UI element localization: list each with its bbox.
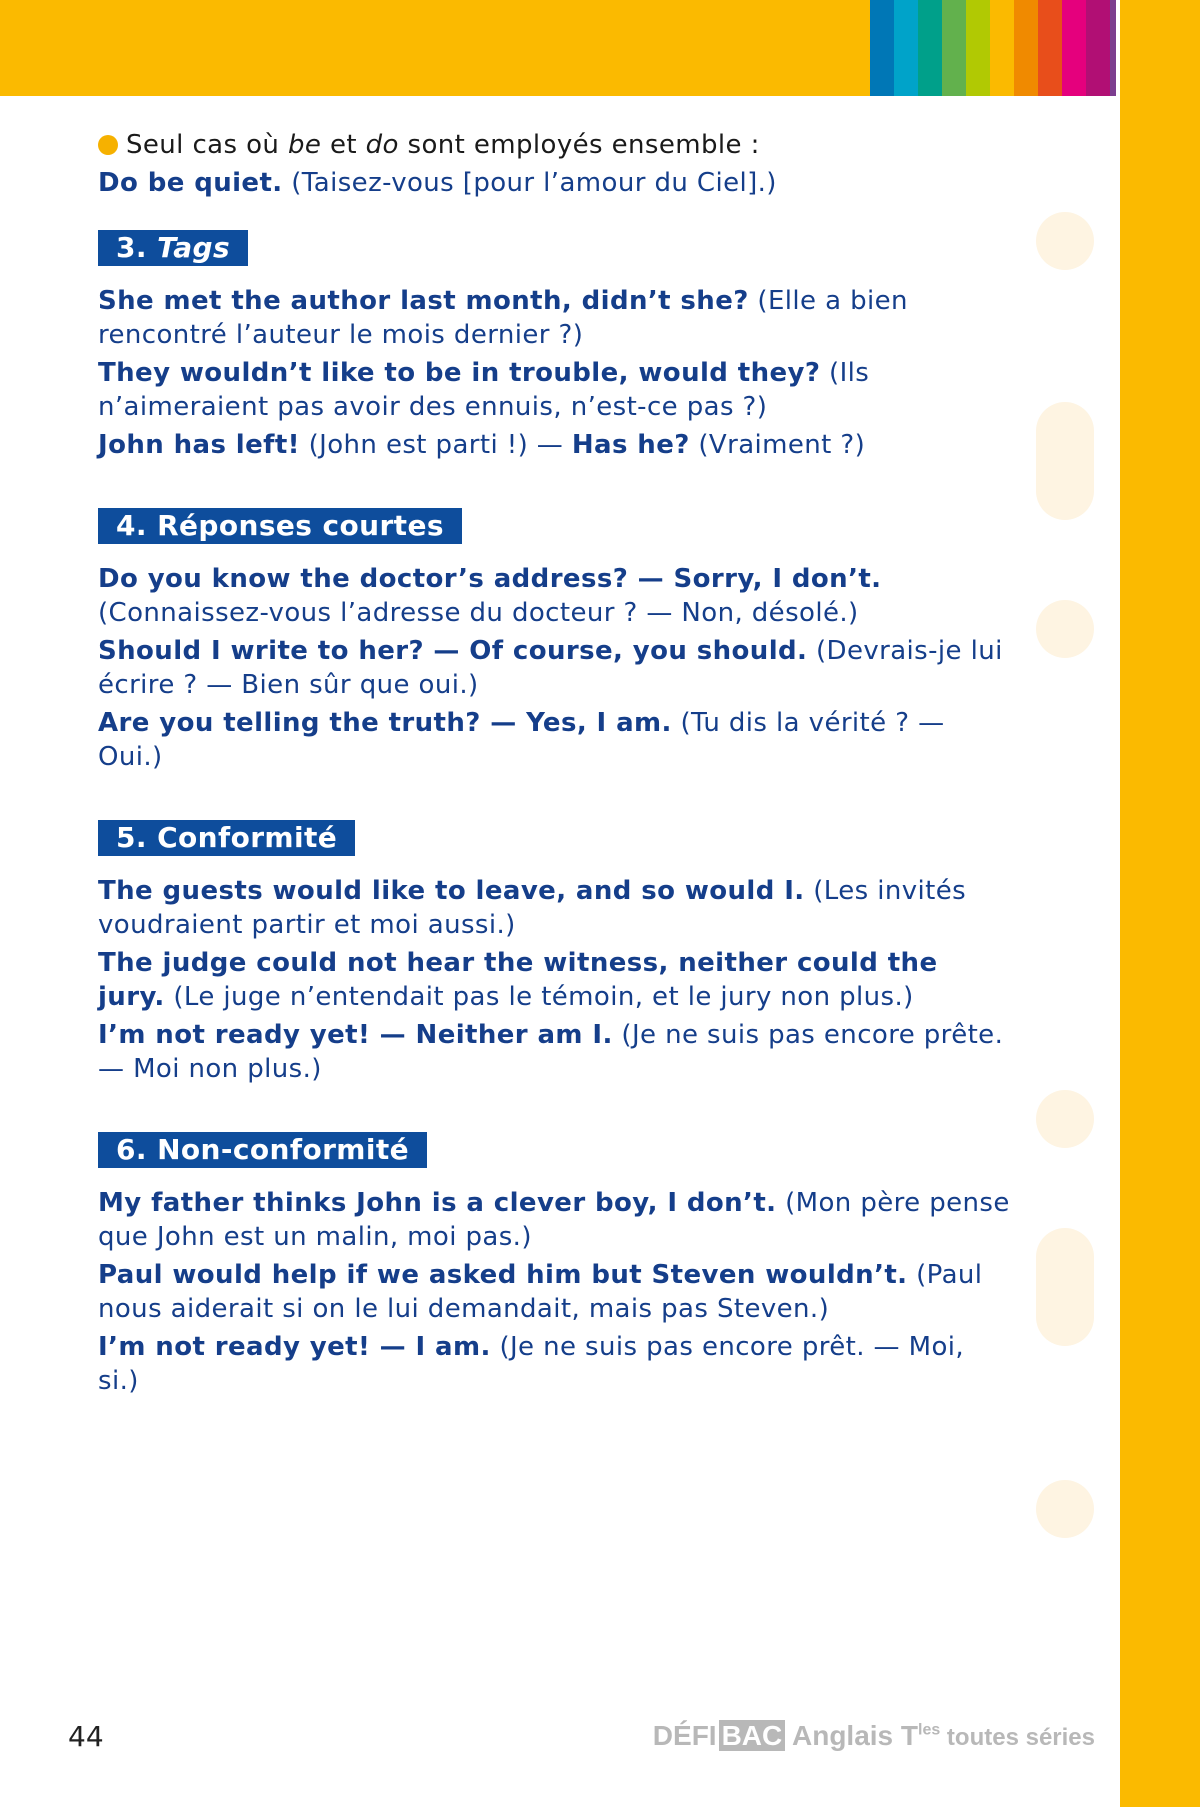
stripe bbox=[1038, 0, 1062, 96]
section-tags bbox=[98, 230, 1013, 462]
stripe bbox=[966, 0, 990, 96]
example-item bbox=[98, 428, 1013, 462]
example-item bbox=[98, 706, 1013, 774]
brand-bac: BAC bbox=[719, 1720, 786, 1751]
example-french: (Ils n’aimeraient pas avoir des ennuis, n’est-ce pas ?) bbox=[98, 358, 870, 422]
example-french: (Elle a bien rencontré l’auteur le mois dernier ?) bbox=[98, 286, 908, 350]
section-heading: 6. Non-conformité bbox=[98, 1132, 427, 1168]
example-english: Do be quiet. bbox=[98, 168, 283, 198]
example-item bbox=[98, 946, 1013, 1014]
stripe bbox=[942, 0, 966, 96]
example-english: Paul would help if we asked him but Steven wouldn’t. bbox=[98, 1260, 908, 1290]
page-tab bbox=[1036, 212, 1094, 270]
stripe bbox=[918, 0, 942, 96]
example-french: (Je ne suis pas encore prêt. — Moi, si.) bbox=[98, 1332, 965, 1396]
example-english: Are you telling the truth? — Yes, I am. bbox=[98, 708, 672, 738]
section-heading: 4. Réponses courtes bbox=[98, 508, 462, 544]
example-english: She met the author last month, didn’t she? bbox=[98, 286, 749, 316]
example-item bbox=[98, 1258, 1013, 1326]
intro-rule bbox=[98, 128, 1013, 162]
example-english: They wouldn’t like to be in trouble, would they? bbox=[98, 358, 821, 388]
example-french: (Tu dis la vérité ? — Oui.) bbox=[98, 708, 945, 772]
page-number: 44 bbox=[68, 1720, 104, 1753]
intro-example bbox=[98, 166, 1013, 200]
example-item bbox=[98, 874, 1013, 942]
intro-text: sont employés ensemble : bbox=[398, 130, 760, 160]
page-tab bbox=[1036, 1228, 1094, 1346]
color-stripes bbox=[870, 0, 1134, 96]
page-tab bbox=[1036, 1480, 1094, 1538]
example-french: (Taisez-vous [pour l’amour du Ciel].) bbox=[282, 168, 777, 198]
example-french: (John est parti !) — bbox=[299, 430, 572, 460]
brand-sup: les bbox=[918, 1721, 941, 1739]
section-heading: 5. Conformité bbox=[98, 820, 355, 856]
intro-do: do bbox=[365, 130, 399, 160]
example-english: John has left! bbox=[98, 430, 300, 460]
example-french: (Les invités voudraient partir et moi aussi.) bbox=[98, 876, 967, 940]
intro-text: Seul cas où bbox=[126, 130, 288, 160]
intro-block bbox=[98, 128, 1013, 200]
example-item bbox=[98, 634, 1013, 702]
example-item bbox=[98, 1186, 1013, 1254]
margin-separator bbox=[1116, 0, 1120, 1807]
stripe bbox=[1062, 0, 1086, 96]
example-item bbox=[98, 284, 1013, 352]
right-margin-bar bbox=[1120, 0, 1200, 1807]
bullet-dot-icon bbox=[98, 135, 118, 155]
stripe bbox=[990, 0, 1014, 96]
brand-defi: DÉFI bbox=[652, 1720, 717, 1751]
example-french: (Devrais-je lui écrire ? — Bien sûr que oui.) bbox=[98, 636, 1003, 700]
example-english: The judge could not hear the witness, neither could the jury. bbox=[98, 948, 938, 1012]
section-non-conformite bbox=[98, 1132, 1013, 1398]
footer-brand bbox=[653, 1720, 1095, 1752]
section-title: Tags bbox=[157, 231, 231, 264]
page-tab bbox=[1036, 600, 1094, 658]
section-number: 3. bbox=[116, 231, 158, 264]
example-english: Should I write to her? — Of course, you should. bbox=[98, 636, 808, 666]
intro-text: et bbox=[321, 130, 366, 160]
main-content bbox=[98, 128, 1013, 1444]
example-french: (Paul nous aiderait si on le lui demandait, mais pas Steven.) bbox=[98, 1260, 983, 1324]
stripe bbox=[1086, 0, 1110, 96]
intro-be: be bbox=[287, 130, 322, 160]
example-french: (Connaissez-vous l’adresse du docteur ? — Non, désolé.) bbox=[98, 598, 859, 628]
section-heading bbox=[98, 230, 248, 266]
example-item bbox=[98, 1018, 1013, 1086]
example-english: Do you know the doctor’s address? — Sorry, I don’t. bbox=[98, 564, 882, 594]
example-english: I’m not ready yet! — I am. bbox=[98, 1332, 491, 1362]
section-conformite bbox=[98, 820, 1013, 1086]
example-french: (Je ne suis pas encore prête. — Moi non plus.) bbox=[98, 1020, 1004, 1084]
brand-subject: Anglais T bbox=[785, 1720, 919, 1751]
section-reponses-courtes bbox=[98, 508, 1013, 774]
stripe bbox=[870, 0, 894, 96]
example-french: (Le juge n’entendait pas le témoin, et le jury non plus.) bbox=[164, 982, 914, 1012]
example-french: (Mon père pense que John est un malin, moi pas.) bbox=[98, 1188, 1010, 1252]
example-item bbox=[98, 562, 1013, 630]
page-tab bbox=[1036, 402, 1094, 520]
stripe bbox=[1014, 0, 1038, 96]
stripe bbox=[894, 0, 918, 96]
example-english: I’m not ready yet! — Neither am I. bbox=[98, 1020, 613, 1050]
example-item bbox=[98, 1330, 1013, 1398]
example-french: (Vraiment ?) bbox=[689, 430, 866, 460]
example-english: The guests would like to leave, and so would I. bbox=[98, 876, 805, 906]
example-english: My father thinks John is a clever boy, I don’t. bbox=[98, 1188, 777, 1218]
brand-series: toutes séries bbox=[940, 1724, 1095, 1751]
example-item bbox=[98, 356, 1013, 424]
page-tab bbox=[1036, 1090, 1094, 1148]
example-english: Has he? bbox=[571, 430, 690, 460]
